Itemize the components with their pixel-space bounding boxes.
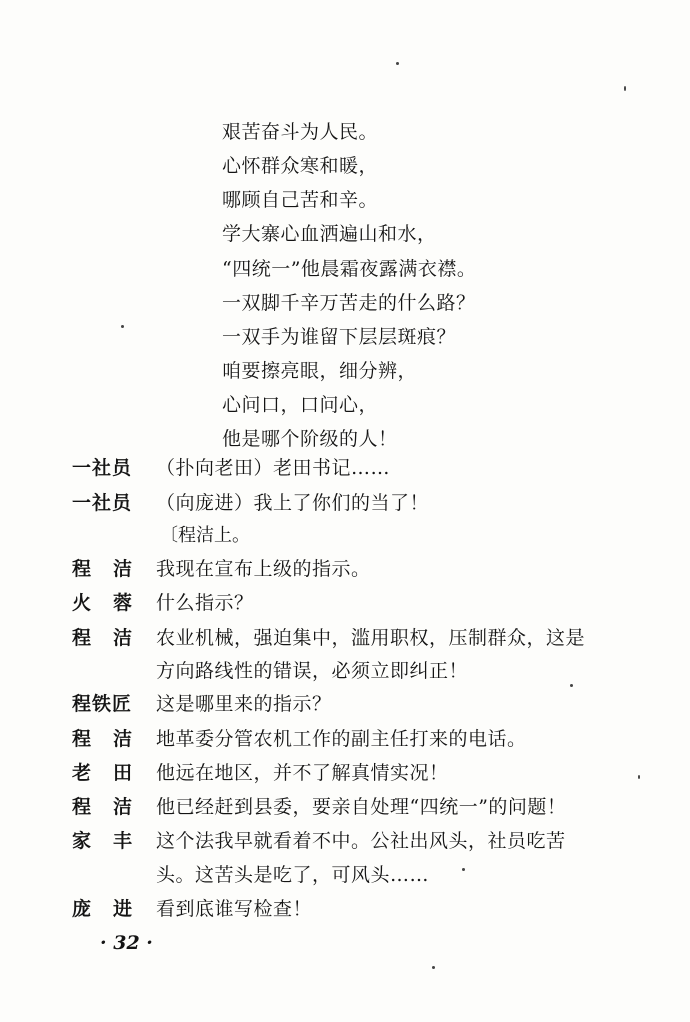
speaker-name: 家丰 — [72, 830, 155, 852]
speech-line-continued: 方向路线性的错误，必须立即纠正！ — [156, 660, 469, 682]
scan-speck — [396, 62, 399, 65]
stage-direction: 〔程洁上。 — [160, 525, 250, 546]
speaker-name: 程洁 — [72, 558, 155, 580]
scan-speck — [638, 775, 640, 779]
speaker-name: 程洁 — [72, 796, 155, 818]
verse-line: 学大寨心血洒遍山和水， — [222, 223, 437, 245]
verse-line: 咱要擦亮眼，细分辨， — [222, 360, 418, 382]
speaker-name: 火蓉 — [72, 592, 155, 614]
verse-line: 心问口，口问心， — [222, 394, 379, 416]
speaker-name: 一社员 — [72, 457, 133, 479]
speech-line: 他远在地区，并不了解真情实况！ — [156, 762, 449, 784]
verse-line: 一双手为谁留下层层斑痕？ — [222, 326, 457, 348]
speech-line: 这个法我早就看着不中。公社出风头，社员吃苦 — [156, 830, 566, 852]
speaker-name: 程洁 — [72, 728, 155, 750]
speech-line: 什么指示？ — [156, 592, 254, 614]
speech-line: 看到底谁写检查！ — [156, 898, 313, 920]
speech-line: 我现在宣布上级的指示。 — [156, 558, 371, 580]
speaker-name: 一社员 — [72, 492, 133, 514]
speech-line: （向庞进）我上了你们的当了！ — [156, 492, 430, 514]
speech-line-continued: 头。这苦头是吃了，可风头…… — [156, 864, 430, 886]
verse-line: 一双脚千辛万苦走的什么路？ — [222, 292, 476, 314]
verse-line: “四统一”他晨霜夜露满衣襟。 — [222, 258, 477, 280]
speech-line: 他已经赶到县委，要亲自处理“四统一”的问题！ — [156, 796, 567, 818]
speech-line: 农业机械，强迫集中，滥用职权，压制群众，这是 — [156, 627, 586, 649]
scan-speck — [462, 868, 465, 871]
scan-speck — [121, 325, 124, 328]
scan-speck — [624, 86, 626, 91]
verse-line: 他是哪个阶级的人！ — [222, 428, 398, 450]
scan-speck — [432, 966, 435, 969]
verse-line: 心怀群众寒和暖， — [222, 155, 379, 177]
verse-line: 艰苦奋斗为人民。 — [222, 121, 379, 143]
scan-speck — [570, 684, 573, 687]
page-number: · 32 · — [100, 932, 153, 954]
speaker-name: 程洁 — [72, 627, 155, 649]
speech-line: 地革委分管农机工作的副主任打来的电话。 — [156, 728, 527, 750]
speech-line: （扑向老田）老田书记…… — [156, 457, 391, 479]
speaker-name: 庞进 — [72, 898, 155, 920]
verse-line: 哪顾自己苦和辛。 — [222, 189, 379, 211]
speaker-name: 程铁匠 — [72, 693, 133, 715]
speech-line: 这是哪里来的指示？ — [156, 693, 332, 715]
speaker-name: 老田 — [72, 762, 155, 784]
